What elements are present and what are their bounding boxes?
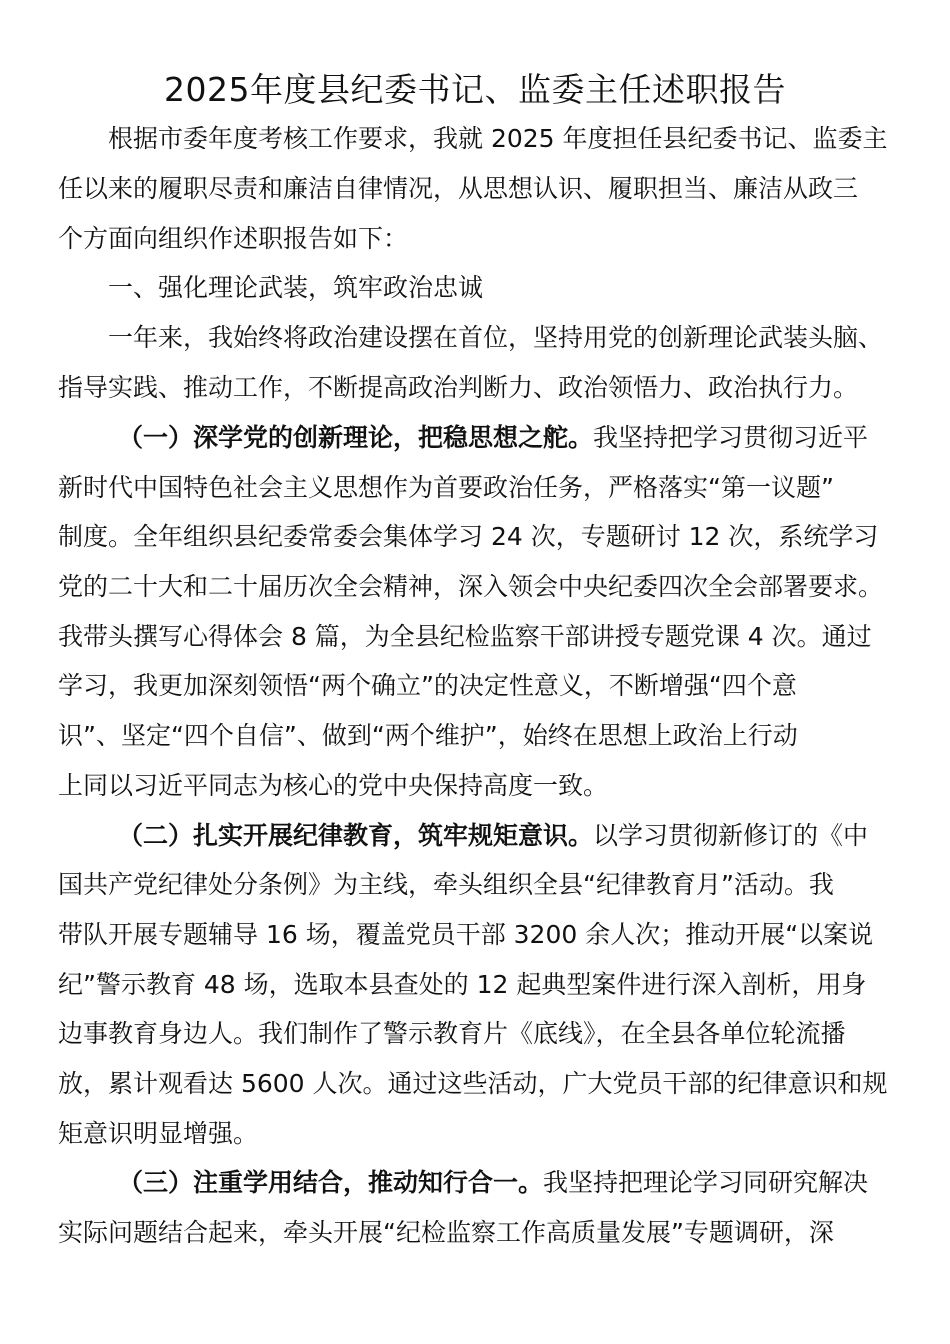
paragraph-intro-line-1: 根据市委年度考核工作要求，我就 2025 年度担任县纪委书记、监委主 <box>108 124 888 153</box>
subsection-1-line-5: 我带头撰写心得体会 8 篇，为全县纪检监察干部讲授专题党课 4 次。通过 <box>58 622 872 651</box>
subsection-2-line-7: 矩意识明显增强。 <box>58 1119 259 1148</box>
subsection-2-line-6: 放，累计观看达 5600 人次。通过这些活动，广大党员干部的纪律意识和规 <box>58 1069 888 1098</box>
section-heading-1: 一、强化理论武装，筑牢政治忠诚 <box>108 273 484 302</box>
paragraph-intro-line-2: 任以来的履职尽责和廉洁自律情况，从思想认识、履职担当、廉洁从政三 <box>58 174 859 203</box>
paragraph-intro-line-3: 个方面向组织作述职报告如下： <box>58 224 409 253</box>
subsection-heading-3: （三）注重学用结合，推动知行合一。 <box>118 1168 544 1197</box>
paragraph-section1-line-1: 一年来，我始终将政治建设摆在首位，坚持用党的创新理论武装头脑、 <box>108 323 884 352</box>
subsection-heading-1: （一）深学党的创新理论，把稳思想之舵。 <box>118 423 594 452</box>
paragraph-section1-line-2: 指导实践、推动工作，不断提高政治判断力、政治领悟力、政治执行力。 <box>58 373 859 402</box>
subsection-1-text: 我坚持把学习贯彻习近平 <box>593 423 869 452</box>
subsection-1-line-1 <box>118 421 868 455</box>
subsection-2-text: 以学习贯彻新修订的《中 <box>593 821 869 850</box>
subsection-2-line-5: 边事教育身边人。我们制作了警示教育片《底线》，在全县各单位轮流播 <box>58 1019 846 1048</box>
subsection-1-line-8: 上同以习近平同志为核心的党中央保持高度一致。 <box>58 771 609 800</box>
document-title: 2025年度县纪委书记、监委主任述职报告 <box>164 70 786 109</box>
subsection-3-line-1 <box>118 1166 868 1200</box>
subsection-1-line-3: 制度。全年组织县纪委常委会集体学习 24 次，专题研讨 12 次，系统学习 <box>58 522 879 551</box>
subsection-1-line-6: 学习，我更加深刻领悟“两个确立”的决定性意义，不断增强“四个意 <box>58 671 797 700</box>
subsection-1-line-2: 新时代中国特色社会主义思想作为首要政治任务，严格落实“第一议题” <box>58 473 834 502</box>
subsection-2-line-3: 带队开展专题辅导 16 场，覆盖党员干部 3200 余人次；推动开展“以案说 <box>58 920 874 949</box>
subsection-1-line-7: 识”、坚定“四个自信”、做到“两个维护”，始终在思想上政治上行动 <box>58 721 798 750</box>
subsection-3-text: 我坚持把理论学习同研究解决 <box>543 1168 869 1197</box>
subsection-2-line-2: 国共产党纪律处分条例》为主线，牵头组织全县“纪律教育月”活动。我 <box>58 870 834 899</box>
subsection-2-line-4: 纪”警示教育 48 场，选取本县查处的 12 起典型案件进行深入剖析，用身 <box>58 970 867 999</box>
subsection-2-line-1 <box>118 819 868 853</box>
subsection-3-line-2: 实际问题结合起来，牵头开展“纪检监察工作高质量发展”专题调研，深 <box>58 1218 834 1247</box>
subsection-heading-2: （二）扎实开展纪律教育，筑牢规矩意识。 <box>118 821 594 850</box>
subsection-1-line-4: 党的二十大和二十届历次全会精神，深入领会中央纪委四次全会部署要求。 <box>58 572 884 601</box>
